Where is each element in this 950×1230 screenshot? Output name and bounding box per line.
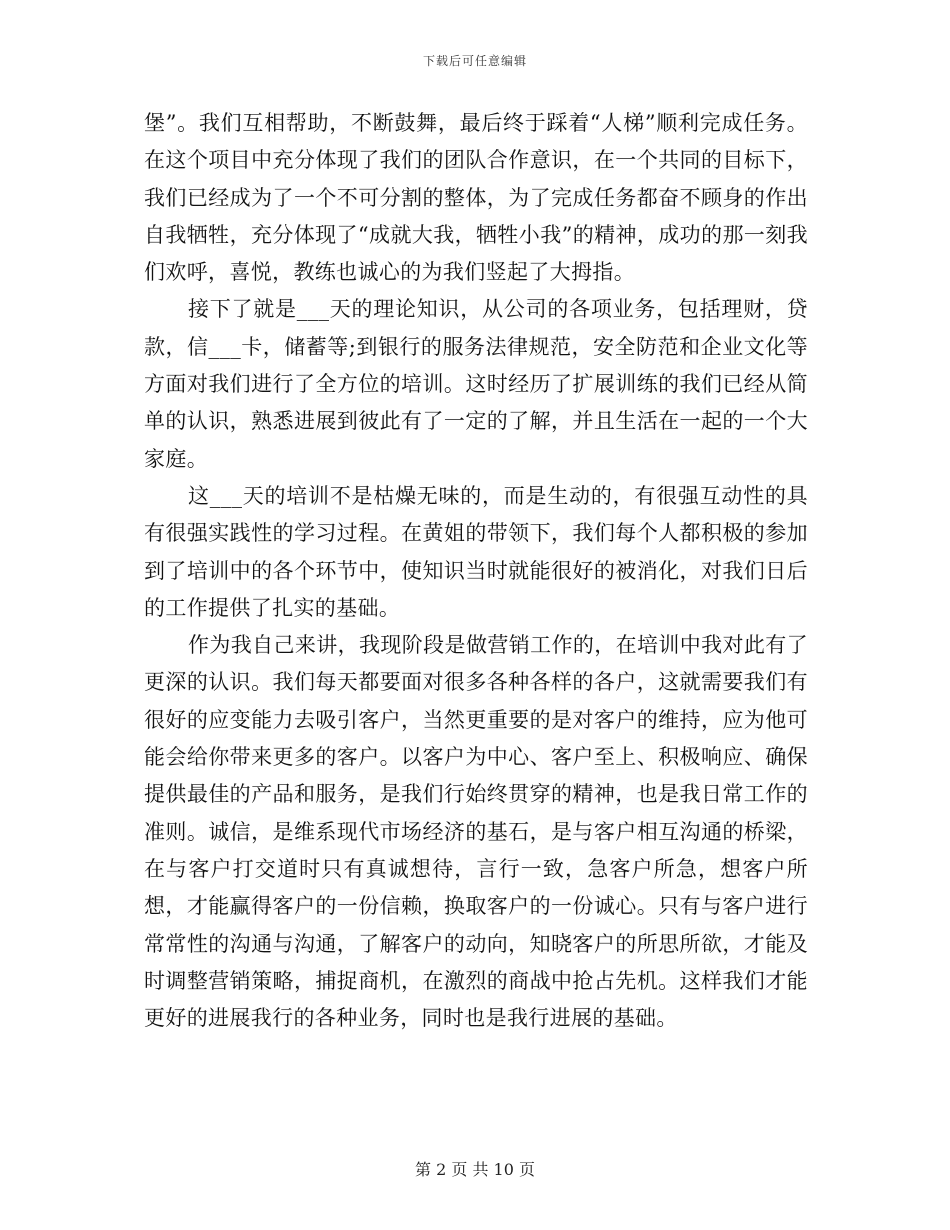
page-footer: 第 2 页 共 10 页 xyxy=(415,1160,535,1179)
paragraph-2: 接下了就是___天的理论知识，从公司的各项业务，包括理财，贷款，信___卡，储蓄等;到银行的服务法律规范，安全防范和企业文化等方面对我们进行了全方位的培训。这时经历了扩展训练的我们已经从简单的认识，熟悉进展到彼此有了一定的了解，并且生活在一起的一个大家庭。 xyxy=(144,297,808,471)
paragraph-3: 这___天的培训不是枯燥无味的，而是生动的，有很强互动性的具有很强实践性的学习过程。在黄姐的带领下，我们每个人都积极的参加到了培训中的各个环节中，使知识当时就能很好的被消化，对我们日后的工作提供了扎实的基础。 xyxy=(144,483,808,620)
paragraph-1: 堡”。我们互相帮助，不断鼓舞，最后终于踩着“人梯”顺利完成任务。在这个项目中充分体现了我们的团队合作意识，在一个共同的目标下，我们已经成为了一个不可分割的整体，为了完成任务都奋不顾身的作出自我牺牲，充分体现了“成就大我，牺牲小我”的精神，成功的那一刻我们欢呼，喜悦，教练也诚心的为我们竖起了大拇指。 xyxy=(144,111,808,285)
paragraph-4: 作为我自己来讲，我现阶段是做营销工作的，在培训中我对此有了更深的认识。我们每天都要面对很多各种各样的各户，这就需要我们有很好的应变能力去吸引客户，当然更重要的是对客户的维持，应为他可能会给你带来更多的客户。以客户为中心、客户至上、积极响应、确保提供最佳的产品和服务，是我们行始终贯穿的精神，也是我日常工作的准则。诚信，是维系现代市场经济的基石，是与客户相互沟通的桥梁，在与客户打交道时只有真诚想待，言行一致，急客户所急，想客户所想，才能赢得客户的一份信赖，换取客户的一份诚心。只有与客户进行常常性的沟通与沟通，了解客户的动向，知晓客户的所思所欲，才能及时调整营销策略，捕捉商机，在激烈的商战中抢占先机。这样我们才能更好的进展我行的各种业务，同时也是我行进展的基础。 xyxy=(144,633,808,1031)
document-body xyxy=(144,105,808,1037)
page-header: 下载后可任意编辑 xyxy=(422,54,527,68)
